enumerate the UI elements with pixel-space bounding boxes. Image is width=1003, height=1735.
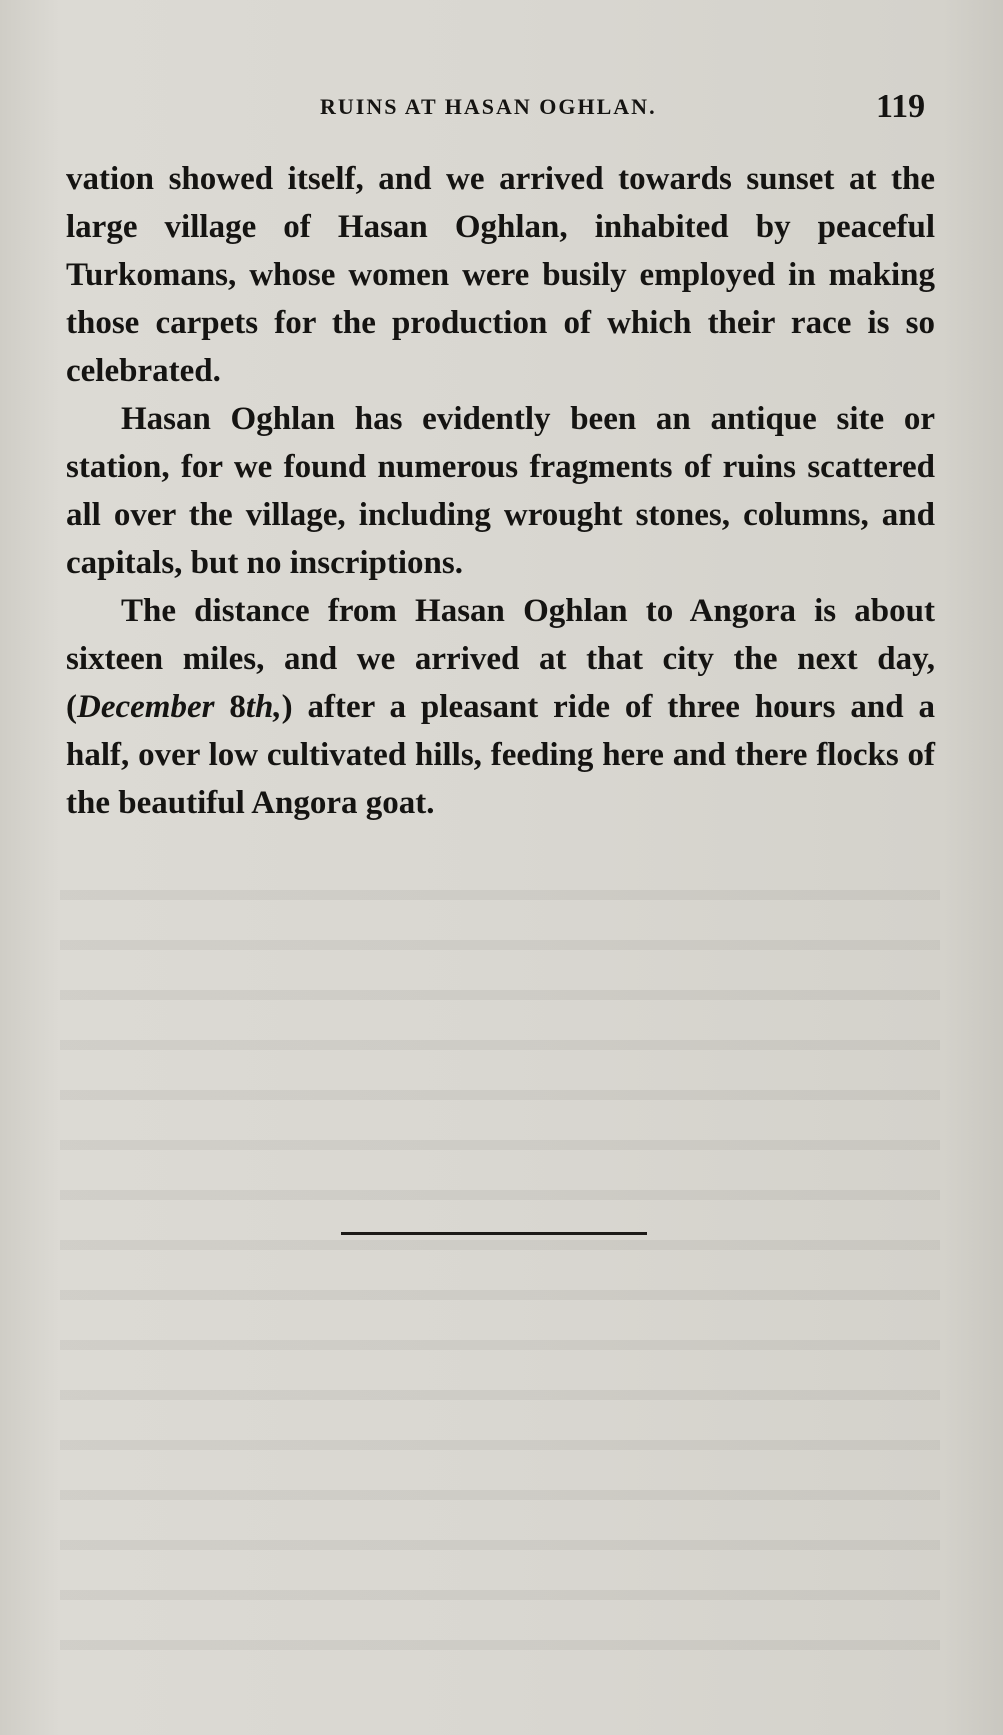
body-text [66,155,935,827]
section-divider-rule [341,1232,647,1235]
text-segment: The distance from Hasan Oghlan to Angora is about sixteen miles, and we arrived at that city the next day, ( [66,593,935,725]
paragraph-continuation: vation showed itself, and we arrived towards sunset at the large village of Hasan Oghlan, inhabited by peaceful Turkomans, whose women were busily employed in making those carpets for the production of which their race is so celebrated. [66,161,935,389]
bleed-through-texture [60,860,940,1680]
italic-date-month: December [77,689,215,725]
text-segment: ) after a pleasant ride of three hours and a half, over low cultivated hills, feeding here and there flocks of the beautiful Angora goat. [66,689,935,821]
text-segment: 8 [214,689,246,725]
page-number: 119 [876,88,926,125]
paragraph-distance [66,587,935,827]
running-head [0,88,1003,128]
running-title: RUINS AT HASAN OGHLAN. [320,94,657,119]
paragraph-ruins: Hasan Oghlan has evidently been an antique site or station, for we found numerous fragments of ruins scattered all over the village, including wrought stones, columns, and capitals, but no inscriptions. [66,401,935,581]
italic-date-suffix: th, [245,689,282,725]
